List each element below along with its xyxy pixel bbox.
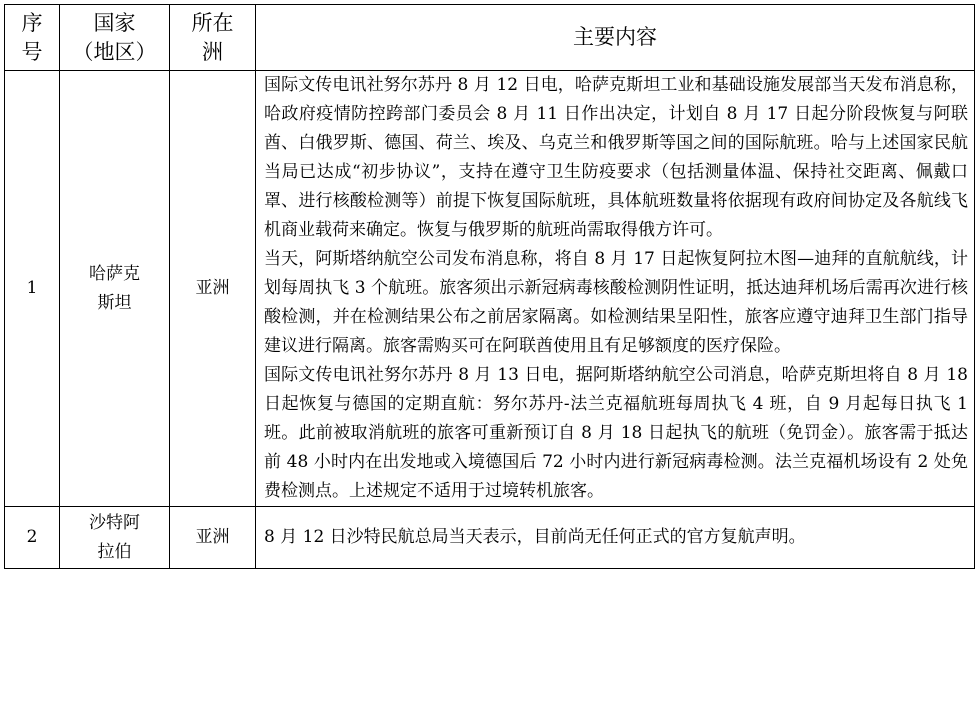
row-seq: 1 <box>5 71 60 507</box>
header-row <box>5 5 975 71</box>
row-content <box>256 71 975 507</box>
header-continent: 所在 洲 <box>170 5 256 71</box>
header-country: 国家 （地区） <box>60 5 170 71</box>
row-continent: 亚洲 <box>170 71 256 507</box>
header-content: 主要内容 <box>256 5 975 71</box>
row-country: 哈萨克 斯坦 <box>60 71 170 507</box>
table-row <box>5 71 975 507</box>
header-seq: 序 号 <box>5 5 60 71</box>
content-paragraph: 当天，阿斯塔纳航空公司发布消息称，将自 8 月 17 日起恢复阿拉木图—迪拜的直航航线，计划每周执飞 3 个航班。旅客须出示新冠病毒核酸检测阴性证明，抵达迪拜机场后需再次进行核酸检测，并在检测结果公布之前居家隔离。如检测结果呈阳性，旅客应遵守迪拜卫生部门指导建议进行隔离。旅客需购买可在阿联酋使用且有足够额度的医疗保险。 <box>264 249 968 356</box>
table-row <box>5 507 975 569</box>
row-seq: 2 <box>5 507 60 569</box>
news-table <box>4 4 975 569</box>
content-paragraph: 国际文传电讯社努尔苏丹 8 月 12 日电，哈萨克斯坦工业和基础设施发展部当天发布消息称，哈政府疫情防控跨部门委员会 8 月 11 日作出决定，计划自 8 月 17 日起分阶段恢复与阿联酋、白俄罗斯、德国、荷兰、埃及、乌克兰和俄罗斯等国之间的国际航班。哈与上述国家民航当局已达成“初步协议”，支持在遵守卫生防疫要求（包括测量体温、保持社交距离、佩戴口罩、进行核酸检测等）前提下恢复国际航班，具体航班数量将依据现有政府间协定及各航线飞机商业载荷来确定。恢复与俄罗斯的航班尚需取得俄方许可。 <box>264 75 968 240</box>
content-paragraph: 8 月 12 日沙特民航总局当天表示，目前尚无任何正式的官方复航声明。 <box>264 527 806 547</box>
row-country: 沙特阿 拉伯 <box>60 507 170 569</box>
content-paragraph: 国际文传电讯社努尔苏丹 8 月 13 日电，据阿斯塔纳航空公司消息，哈萨克斯坦将自 8 月 18 日起恢复与德国的定期直航：努尔苏丹-法兰克福航班每周执飞 4 班，自 9 月起每日执飞 1 班。此前被取消航班的旅客可重新预订自 8 月 18 日起执飞的航班（免罚金）。旅客需于抵达前 48 小时内在出发地或入境德国后 72 小时内进行新冠病毒检测。法兰克福机场设有 2 处免费检测点。上述规定不适用于过境转机旅客。 <box>264 365 968 501</box>
row-content <box>256 507 975 569</box>
row-continent: 亚洲 <box>170 507 256 569</box>
